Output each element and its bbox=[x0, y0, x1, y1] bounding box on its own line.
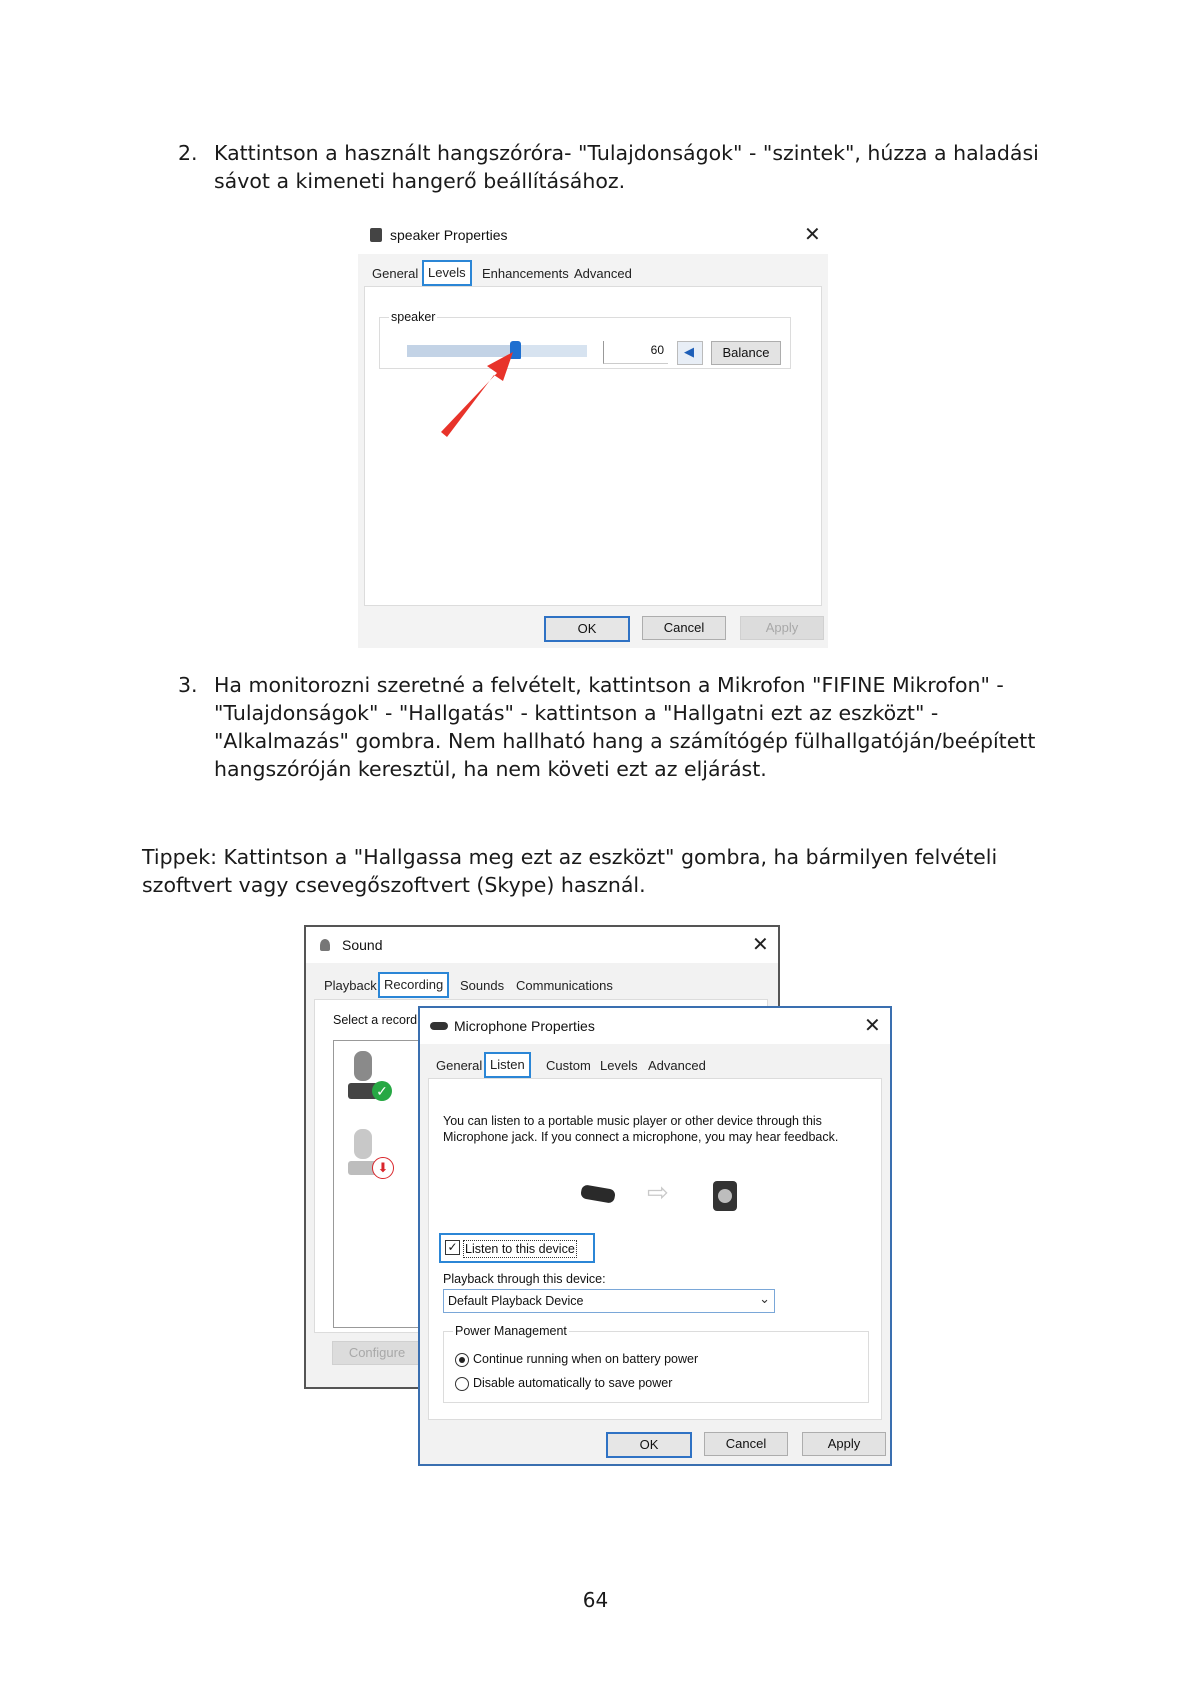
step-text: Kattintson a használt hangszóróra- "Tulajdonságok" - "szintek", húzza a haladási sávot a kimeneti hangerő beállításához. bbox=[214, 141, 1039, 193]
radio-dot bbox=[459, 1357, 465, 1363]
close-icon[interactable]: ✕ bbox=[804, 224, 821, 246]
group-label: speaker bbox=[391, 310, 436, 324]
list-item[interactable] bbox=[348, 1051, 428, 1111]
tab-general[interactable]: General bbox=[436, 1058, 483, 1073]
listen-description: You can listen to a portable music player or other device through this Microphone jack. If you connect a microphone, you may hear feedback. bbox=[443, 1114, 839, 1144]
arrow-down-red-icon: ⬇ bbox=[372, 1157, 394, 1179]
listen-checkbox-row[interactable] bbox=[439, 1233, 595, 1263]
level-value: 60 bbox=[650, 343, 664, 357]
page-number: 64 bbox=[582, 1588, 609, 1612]
cancel-button[interactable]: Cancel bbox=[704, 1432, 788, 1456]
speaker-properties-dialog bbox=[358, 218, 828, 648]
microphone-properties-dialog bbox=[418, 1006, 892, 1466]
microphone-icon bbox=[354, 1129, 372, 1159]
playback-label: Playback through this device: bbox=[443, 1272, 606, 1286]
tab-advanced[interactable]: Advanced bbox=[648, 1058, 706, 1073]
close-icon[interactable]: ✕ bbox=[752, 934, 769, 956]
power-group-label: Power Management bbox=[455, 1324, 567, 1338]
slider-fill bbox=[407, 345, 515, 357]
listen-panel bbox=[428, 1078, 882, 1420]
check-green-icon: ✓ bbox=[372, 1081, 392, 1101]
apply-button[interactable]: Apply bbox=[802, 1432, 886, 1456]
checkbox-icon[interactable]: ✓ bbox=[445, 1240, 460, 1255]
tab-levels[interactable]: Levels bbox=[600, 1058, 638, 1073]
list-item[interactable] bbox=[348, 1129, 428, 1189]
speaker-volume-icon: ◀ bbox=[684, 344, 694, 359]
step-text: Ha monitorozni szeretné a felvételt, kattintson a Mikrofon "FIFINE Mikrofon" - "Tulajdonságok" - "Hallgatás" - kattintson a "Hallgatni ezt az eszközt" - "Alkalmazás" gombra. Nem hallható hang a számítógép fülhallgatóján/beépített hangszóróján keresztül, ha nem követi ezt az eljárást. bbox=[214, 673, 1036, 781]
radio-disable-label: Disable automatically to save power bbox=[473, 1376, 673, 1390]
radio-disable-icon[interactable] bbox=[455, 1377, 469, 1391]
slider-thumb[interactable] bbox=[510, 341, 521, 359]
sound-app-icon bbox=[320, 939, 330, 951]
arrow-right-icon: ⇨ bbox=[647, 1177, 669, 1207]
dialog-title: speaker Properties bbox=[390, 227, 508, 243]
listen-checkbox-label: Listen to this device bbox=[465, 1242, 575, 1256]
tab-general[interactable]: General bbox=[372, 266, 419, 281]
microphone-app-icon bbox=[430, 1022, 448, 1030]
dialog-title: Microphone Properties bbox=[454, 1018, 595, 1034]
radio-continue-icon[interactable] bbox=[455, 1353, 469, 1367]
playback-device-select[interactable] bbox=[443, 1289, 775, 1313]
dialog-title: Sound bbox=[342, 937, 383, 953]
tab-advanced[interactable]: Advanced bbox=[574, 266, 632, 281]
balance-button[interactable]: Balance bbox=[711, 341, 781, 365]
titlebar bbox=[306, 927, 778, 963]
ok-button[interactable]: OK bbox=[544, 616, 630, 642]
titlebar bbox=[420, 1008, 890, 1044]
apply-button[interactable]: Apply bbox=[740, 616, 824, 640]
tab-listen[interactable]: Listen bbox=[484, 1052, 531, 1078]
ok-button[interactable]: OK bbox=[606, 1432, 692, 1458]
mute-button[interactable] bbox=[677, 341, 703, 365]
tab-custom[interactable]: Custom bbox=[546, 1058, 591, 1073]
chevron-down-icon: ⌄ bbox=[759, 1291, 770, 1306]
slider-track bbox=[407, 345, 587, 357]
speaker-app-icon bbox=[370, 228, 382, 242]
step-number: 2. bbox=[178, 141, 198, 165]
microphone-device-icon bbox=[580, 1184, 616, 1204]
tab-sounds[interactable]: Sounds bbox=[460, 978, 505, 993]
tips-paragraph: Tippek: Kattintson a "Hallgassa meg ezt az eszközt" gombra, ha bármilyen felvételi szoftvert vagy csevegőszoftvert (Skype) használ. bbox=[142, 845, 998, 897]
speaker-device-icon bbox=[713, 1181, 737, 1211]
step-number: 3. bbox=[178, 673, 198, 697]
levels-panel bbox=[364, 286, 822, 606]
tab-recording[interactable]: Recording bbox=[378, 972, 449, 998]
microphone-icon bbox=[354, 1051, 372, 1081]
level-value-box bbox=[603, 341, 668, 364]
close-icon[interactable]: ✕ bbox=[864, 1015, 881, 1037]
select-device-text: Select a record bbox=[333, 1013, 418, 1027]
cancel-button[interactable]: Cancel bbox=[642, 616, 726, 640]
tab-levels[interactable]: Levels bbox=[422, 260, 472, 286]
playback-device-value: Default Playback Device bbox=[448, 1294, 584, 1308]
speaker-cone-icon bbox=[718, 1189, 732, 1203]
power-management-group bbox=[443, 1331, 869, 1403]
tab-enhancements[interactable]: Enhancements bbox=[482, 266, 569, 281]
tab-playback[interactable]: Playback bbox=[324, 978, 377, 993]
titlebar bbox=[358, 218, 828, 254]
configure-button[interactable]: Configure bbox=[332, 1341, 422, 1365]
tab-communications[interactable]: Communications bbox=[516, 978, 613, 993]
radio-continue-label: Continue running when on battery power bbox=[473, 1352, 699, 1366]
